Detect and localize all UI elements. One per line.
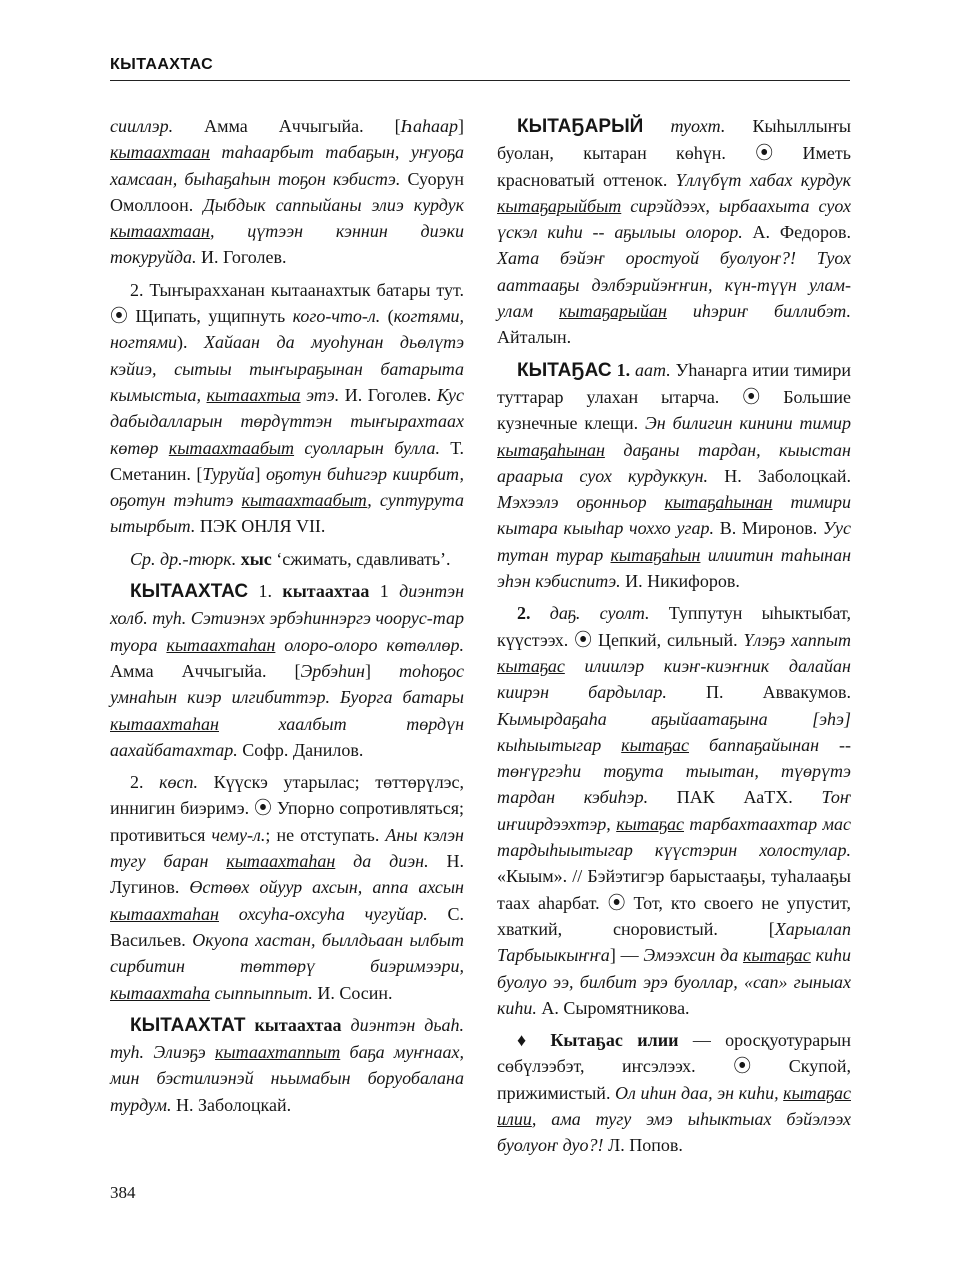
text-run: 1 [369,581,400,602]
dictionary-paragraph [497,1027,851,1158]
text-run: ; не отступать. [265,824,386,845]
dictionary-paragraph [497,113,851,351]
example-keyword: кытаҕарыйан [559,301,667,322]
text-run: Окуопа хастан, быллдьаан ылбыт сирбитин төттөрү биэримээри, [110,929,465,977]
text-run: А. Сыромятникова. [536,997,690,1018]
text-run: Һаһаар [400,116,458,136]
text-run: Аны кэлэн тугу баран [110,824,464,872]
example-keyword: кытаахтаппыт [215,1042,341,1063]
text-run: Н. Заболоцкай. [708,465,851,486]
text-run: — оросқуотурарын сөбүлээбэт, иҥсэлээх. ⦿ Скупой, прижимистый. [497,1030,851,1103]
text-run: Эрбэһин [300,660,365,681]
example-keyword: кытаахтаһан [110,713,219,734]
text-run: диэнтэн дьаһ. туһ. Элиэҕэ [110,1014,465,1063]
example-keyword: кытаахтаһан [226,851,336,872]
text-run: Софр. Данилов. [237,739,364,760]
text-run: П. Аввакумов. [666,682,851,703]
text-run: тарбахтаахтар мас тардыһыытыгар күүстэрин холостулар. [497,813,852,861]
example-keyword: кытаахтаабыт [168,437,295,458]
text-run: олоро-олоро көтөллөр. [275,634,464,655]
text-run: ( [380,306,394,327]
example-keyword: кытаҕас [742,945,811,966]
text-run: Үлэҕэ хаппыт [743,629,851,650]
text-run: да диэн. [335,851,429,872]
example-keyword: кытаҕас илии [497,1082,851,1129]
text-run: Өстөөх ойуур ахсын, аппа ахсын [189,877,464,898]
text-run: Кыһыллыҥы буолан, кытаран көһүн. ⦿ Иметь красноватый оттенок. [497,116,852,190]
text-run: Хата бэйэҥ оростуой буолуоҥ?! Туох ааттааҕы дэлбэрийэҥҥин, күн-түүн улам-улам [497,248,851,322]
text-run: ] — [609,945,644,966]
example-keyword: кытаҕаһынан [664,492,773,513]
example-keyword: кытаахтаһан [166,634,276,655]
text-run: ] [458,116,464,136]
text-run: Үллүбүт хабах курдук [675,169,851,190]
dictionary-paragraph [110,113,464,271]
text-run: кытаахтаа [282,581,370,602]
text-run: этэ. [300,384,340,405]
text-run: Ср. др.-тюрк. [130,548,237,569]
text-run: ‘сжимать, сдавливать’. [271,548,451,569]
text-run: кытаахтаа [254,1014,342,1035]
text-run: баҕа муҥнаах, мин бэстилиэнэй ньымабын боруобалана турдум. [110,1042,464,1115]
header-rule [110,80,850,81]
text-run: баппаҕайынан -- төҥүргэһи тоҕута тыытан, түөрүтэ тардан кэбиһэр. [497,734,852,808]
text-run [643,116,670,136]
text-run: , ама тугу эмэ ыһыктыах бэйэлээх буолуоҥ дуо?! [497,1108,851,1156]
text-run: хаалбыт төрдүн аахайбатахтар. [110,713,464,760]
text-run: Уус тутан турар [497,518,851,565]
text-run: Эмээхсин да [643,945,743,966]
headword: КЫТААХТАТ [130,1014,246,1036]
text-run: когтями, ногтями [110,306,465,353]
text-run: ] [364,660,399,681]
text-run: А. Федоров. [742,222,851,243]
text-run: В. Миронов. [714,518,823,539]
text-run: Харыалап Тарбыыкыҥҥа [497,918,851,966]
example-keyword: кытаахтыа [206,384,301,405]
example-keyword: кытаҕаһынан [497,439,605,460]
text-run: көсп. [159,772,199,793]
text-run: Амма Аччыгыйа. [ [110,660,301,681]
text-run: сыппыппыт. [210,982,313,1003]
example-keyword: кытаҕаһын [610,544,701,565]
example-keyword: кытаҕас [616,813,685,834]
text-run: таһаарбыт табаҕын, уҥуоҕа хамсаан, быһаҕаһын тоҕон кэбистэ. [110,142,464,189]
text-run: Күүскэ утарылас; төттөрүлэс, иннигин биэримэ. ⦿ Упорно сопротивляться; противиться [110,772,465,845]
example-keyword: кытаахтаан [110,142,210,163]
text-run: Уһанарга итии тимири туттарар улахан ытарча. ⦿ Большие кузнечные клещи. [497,359,852,434]
text-run: чему-л. [211,824,266,845]
text-run: охсуһа-охсуһа чугуйар. [218,903,428,924]
page-header-title: КЫТААХТАС [110,56,214,73]
text-run: оҕотун биһигэр киирбит, оҕотун тэһитэ [110,463,464,511]
text-run: Л. Попов. [603,1135,683,1156]
example-keyword: кытаахтаһан [110,903,219,924]
text-run: С. Васильев. [110,903,464,950]
text-run: Н. Заболоцкай. [171,1094,292,1115]
text-run: Дыбдык саппыйаны элиэ курдук [203,194,465,215]
text-run: Кымырдаҕаһа аҕыйаатаҕына [эһэ] кыһыытыгар [497,708,851,755]
example-keyword: кытаахтаан [110,221,210,242]
text-run: аат. [634,359,671,380]
text-run: илиилэр киэҥ-киэҥник далайан киирэн бардылар. [497,655,851,703]
text-run: илиитин таһынан эһэн кэбиспитэ. [497,544,851,592]
text-run: ] [254,463,267,484]
text-run: ). [177,332,205,353]
text-run: ПАК АаТХ. [648,787,822,808]
text-run: 1. [248,581,283,602]
text-run: киһи буолуо ээ, билбит эрэ буоллар, «сап» гыныах киһи. [497,945,851,1018]
example-keyword: кытаҕарыйбыт [497,195,622,216]
text-run: Айталын. [497,327,572,348]
dictionary-paragraph [497,357,851,595]
text-run: Кус дабыдалларын төрдүттэн тыҥырахтаах көтөр [110,384,465,458]
text-run: сирэйдээх, ырбаахыта суох үскэл киһи -- аҕылыы олорор. [497,195,851,243]
headword: КЫТААХТАС [130,581,249,603]
text-run: хыс [240,548,272,569]
text-run: ♦ Кытаҕас илии [517,1030,679,1051]
text-run: туохт. [670,116,726,136]
text-run: Амма Аччыгыйа. [ [173,116,401,136]
example-keyword: кытаахтаабыт [241,490,368,511]
text-run: 2. Тыҥырахханан кытаанахтык батары тут. ⦿ Щипать, ущипнуть [110,279,464,327]
right-column [497,113,851,1165]
text-run: кого-что-л. [292,306,381,327]
text-run [531,603,550,623]
dictionary-paragraph [497,600,851,1021]
dictionary-paragraph [110,769,464,1006]
dictionary-paragraph [110,1012,464,1118]
text-run: тоһоҕос умнаһын киэр илгибиттэр. Буорга батары [110,660,464,708]
text-run: Н. Лугинов. [110,851,464,898]
text-run: Туппутун ыһыктыбат, күүстээх. ⦿ Цепкий, сильный. [497,603,851,650]
text-run: тимири кытара кыыһар чоххо угар. [497,492,851,539]
text-run: Эн билигин кинини тимир [645,413,851,434]
text-run: Хайаан да муоһунан дьөлүтэ кэйиэ, сытыы тыҥыраҕынан батарыта кымыстыа, [110,332,465,405]
text-run: Мэхээлэ оҕонньор [497,492,665,513]
headword: КЫТАҔАРЫЙ [517,116,644,137]
text-run: 2. [130,772,160,793]
example-keyword: кытаҕас [497,655,565,676]
dictionary-paragraph [110,277,464,540]
text-run: даҕаны тардан, кыыстан араарыа суох курдуккун. [497,439,851,486]
text-run: «Кыым». // Бэйэтигэр барыстааҕы, туһалааҕы таах аһарбат. ⦿ Тот, кто своего не упустит, хваткий, сноровистый. [ [497,866,851,939]
text-run: диэнтэн холб. туһ. Сэтиэнэх эрбэһиннэргэ чоорус-тар туора [110,581,464,655]
text-run: сииллэр. [110,116,174,136]
example-keyword: кытаҕас [621,734,689,755]
text-run: И. Сосин. [312,982,393,1003]
text-run: , суптурута ытырбыт. [110,490,464,537]
left-column [110,113,464,1124]
text-run: Туруйа [202,463,255,484]
example-keyword: кытаахтаһа [110,982,211,1003]
text-run: 1. [616,359,631,380]
text-run: И. Никифоров. [620,571,740,592]
text-run: 2. [517,603,531,624]
text-run: иһэриҥ биллибэт. [666,301,851,322]
headword: КЫТАҔАС [517,359,612,381]
text-run: ПЭК ОНЛЯ VII. [195,516,326,537]
text-run: Т. Сметанин. [ [110,437,464,484]
page-number: 384 [110,1183,136,1202]
text-run: И. Гоголев. [196,247,287,268]
dictionary-paragraph [110,546,464,572]
text-run: Тоҥ иҥиирдээхтэр, [497,787,852,834]
text-run: даҕ. суолт. [549,603,650,624]
text-run: суолларын булла. [294,437,440,458]
text-run: И. Гоголев. [339,384,437,405]
text-run: Суорун Омоллоон. [110,168,464,215]
dictionary-paragraph [110,578,464,763]
text-run: Ол иһин даа, эн киһи, [615,1082,784,1103]
text-run: , цүтээн кэннин диэки токуруйда. [110,221,464,268]
